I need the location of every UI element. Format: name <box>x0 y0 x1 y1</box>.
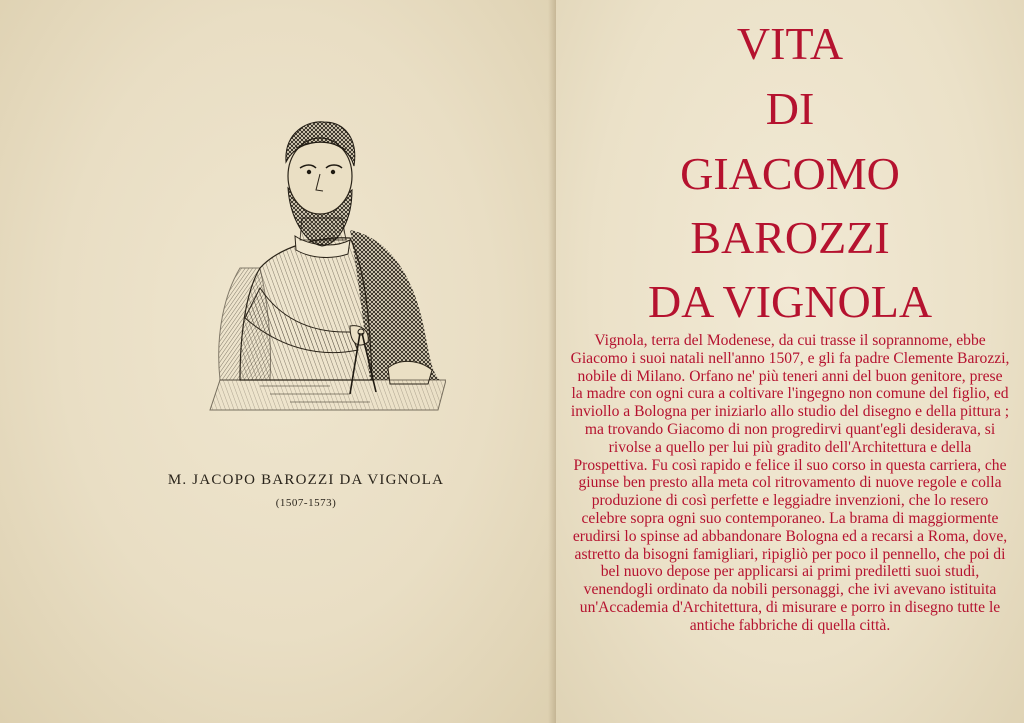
portrait-engraving <box>200 118 446 418</box>
title-line-3: GIACOMO <box>680 148 900 199</box>
portrait-caption-dates: (1507-1573) <box>275 497 337 509</box>
title-line-5: DA VIGNOLA <box>647 276 933 327</box>
title-line-4: BAROZZI <box>690 212 890 263</box>
portrait-caption-name: M. JACOPO BAROZZI DA VIGNOLA <box>167 472 445 488</box>
biography-text: Vignola, terra del Modenese, da cui trasse il soprannome, ebbe Giacomo i suoi natali nell'anno 1507, e gli fa padre Clemente Barozzi, nobile di Milano. Orfano ne' più teneri anni del buon genitore, prese la madre con ogni cura a coltivare l'ingegno non comune del figlio, ed inviollo a Bologna per iniziarlo allo studio del disegno e della pittura ; ma trovando Giacomo di non progredirvi quant'egli desiderava, si rivolse a quello per lui più gradito dell'Architettura e della Prospettiva. Fu così rapido e felice il suo corso in questa carriera, che giunse ben presto alla meta col ritrovamento di nuove regole e colla produzione di così perfette e leggiadre invenzioni, che lo resero celebre sopra ogni suo contemporaneo. La brama di maggiormente erudirsi lo spinse ad abbandonare Bologna ed a recarsi a Roma, dove, astretto da bisogni famigliari, ripigliò per poco il pennello, che poi di bel nuovo depose per applicarsi ai primi prediletti suoi studi, venendogli ordinato da nobili personaggi, che ivi avevano istituita un'Accademia d'Architettura, di misurare e porro in disegno tutte le antiche fabbriche di quella città. <box>570 332 1010 634</box>
right-page <box>556 0 1024 723</box>
title-line-2: DI <box>765 83 815 134</box>
title-line-1: VITA <box>736 18 844 69</box>
